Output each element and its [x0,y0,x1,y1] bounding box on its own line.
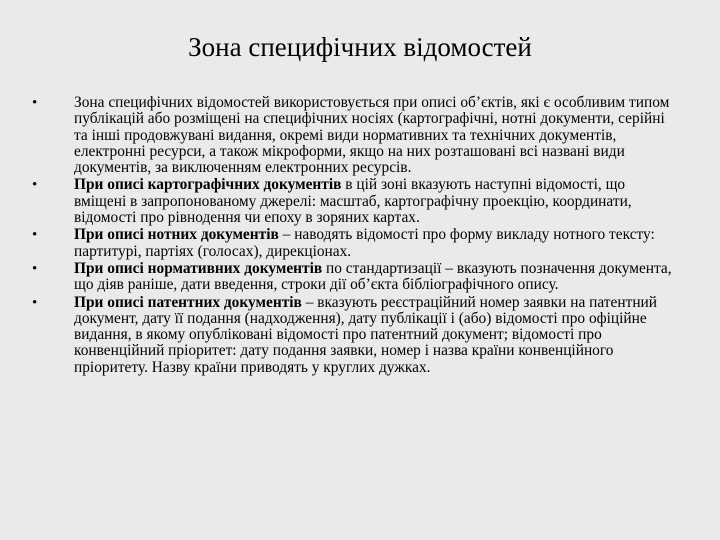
bullet-item [30,227,680,260]
bullet-icon: • [32,294,38,311]
bullet-item [30,95,680,176]
bullet-lead: При описі нормативних документів [74,259,323,277]
bullet-text: по стандартизації – вказують позначення документа, що діяв раніше, дати введення, строки дії об’єкта бібліографічного опису. [74,259,672,294]
bullet-list [30,95,680,377]
bullet-lead: При описі картографічних документів [74,176,342,194]
bullet-text: – вказують реєстраційний номер заявки на патентний документ, дату її подання (надходження), дату публікації і (або) відомості про офіційне видання, в якому опубліковані відомості про патентний документ; відомості про конвенційний пріоритет: дату подання заявки, номер і назва країни конвенційного пріоритету. Назву країни приводять у круглих дужках. [74,293,658,376]
bullet-icon: • [32,177,38,194]
bullet-lead: При описі нотних документів [74,226,279,244]
bullet-item [30,177,680,226]
bullet-lead: При описі патентних документів [74,293,302,311]
bullet-item [30,295,680,376]
bullet-item [30,261,680,294]
bullet-text: – наводять відомості про форму викладу нотного тексту: партитурі, партіях (голосах), дирекціонах. [74,226,655,260]
slide-title: Зона специфічних відомостей [188,32,532,62]
bullet-text: Зона специфічних відомостей використовується при описі об’єктів, які є особливим типом публікацій або розміщені на специфічних носіях (картографічні, нотні документи, серійні та інші продовжувані видання, окремі види нормативних та технічних документів, електронні ресурси, а також мікроформи, якщо на них розташовані всі названі види документів, за виключенням електронних ресурсів. [74,94,670,177]
bullet-icon: • [32,227,38,244]
bullet-icon: • [32,95,38,111]
bullet-text: в цій зоні вказують наступні відомості, що вміщені в запропонованому джерелі: масштаб, картографічну проекцію, координати, відомості про рівнодення чи епоху в зоряних картах. [74,176,632,227]
bullet-icon: • [32,260,38,277]
